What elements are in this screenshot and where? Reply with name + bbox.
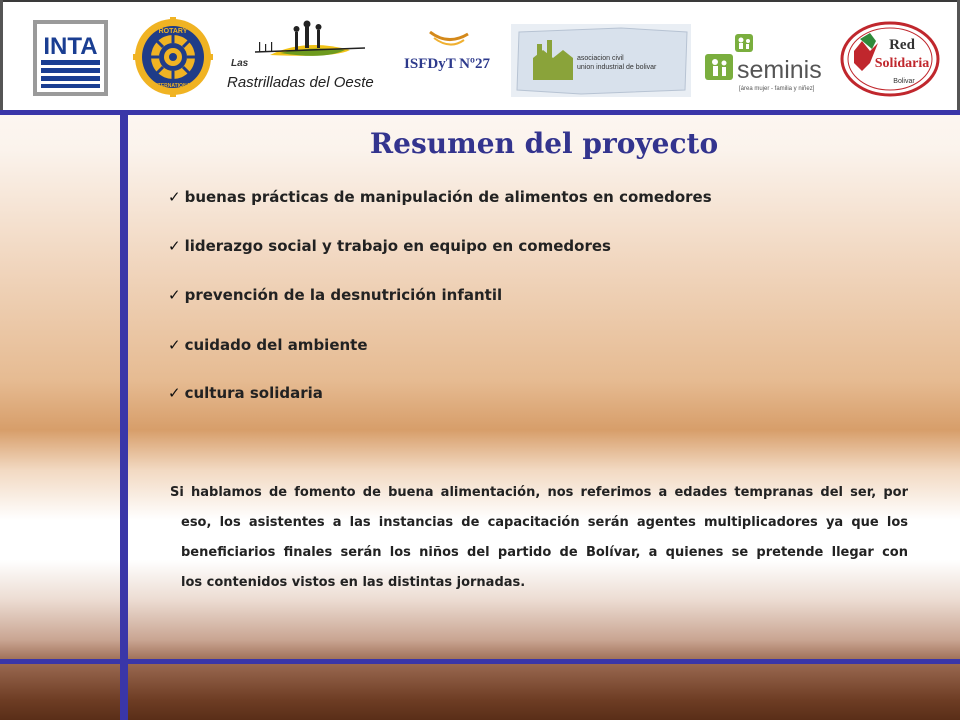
paragraph-line: beneficiarios finales serán los niños del partido de Bolívar, a quienes se pretende llegar con: [181, 545, 908, 560]
bullet-text: buenas prácticas de manipulación de alimentos en comedores: [184, 188, 712, 206]
red-solidaria-logo: [840, 21, 940, 97]
left-vertical-line: [120, 110, 128, 720]
check-icon: ✓: [168, 237, 181, 255]
rastrilladas-logo-small: Las: [231, 58, 249, 69]
check-icon: ✓: [168, 188, 181, 206]
bullet-item: [168, 336, 368, 354]
rastrilladas-logo-text: Rastrilladas del Oeste: [227, 74, 374, 91]
bullet-text: liderazgo social y trabajo en equipo en comedores: [184, 237, 611, 255]
bottom-divider-line: [0, 659, 960, 664]
rotary-logo-subtext: INTERNATIONAL: [152, 83, 194, 89]
paragraph-line: los contenidos vistos en las distintas jornadas.: [181, 575, 526, 590]
slide-title: Resumen del proyecto: [369, 127, 719, 160]
paragraph-line: Si hablamos de fomento de buena alimentación, nos referimos a edades tempranas del ser, por: [170, 485, 908, 500]
bullet-text: cultura solidaria: [184, 384, 323, 402]
seminis-logo-text: seminis: [737, 56, 822, 84]
bullet-text: cuidado del ambiente: [184, 336, 368, 354]
isfdyt-logo-text: ISFDyT Nº27: [404, 56, 490, 72]
union-industrial-logo: [511, 24, 691, 97]
rastrilladas-logo: [225, 20, 395, 95]
union-industrial-text1: asociacion civil: [577, 55, 624, 62]
seminis-logo-subtext: [área mujer - familia y niñez]: [739, 86, 815, 92]
bullet-text: prevención de la desnutrición infantil: [184, 286, 503, 304]
rotary-logo: [133, 17, 213, 97]
red-solidaria-text2: Solidaria: [874, 56, 930, 71]
red-solidaria-text1: Red: [889, 37, 915, 53]
inta-logo: [33, 20, 108, 96]
bullet-item: [168, 384, 323, 402]
summary-paragraph: [170, 478, 908, 598]
bullet-item: [168, 188, 712, 206]
rotary-logo-text: ROTARY: [158, 28, 188, 35]
check-icon: ✓: [168, 286, 181, 304]
check-icon: ✓: [168, 336, 181, 354]
inta-logo-text: INTA: [43, 33, 98, 60]
isfdyt-logo: [400, 28, 495, 96]
bullet-item: [168, 237, 611, 255]
top-divider-line: [0, 110, 960, 115]
check-icon: ✓: [168, 384, 181, 402]
bullet-item: [168, 286, 502, 304]
seminis-logo: [705, 32, 830, 94]
frame-left-border: [0, 0, 3, 112]
union-industrial-text2: union industrial de bolivar: [577, 64, 657, 71]
logo-bar: [0, 0, 960, 112]
frame-top-border: [0, 0, 960, 2]
red-solidaria-text3: Bolivar: [893, 78, 915, 85]
paragraph-line: eso, los asistentes a las instancias de capacitación serán agentes multiplicadores ya que los: [181, 515, 908, 530]
